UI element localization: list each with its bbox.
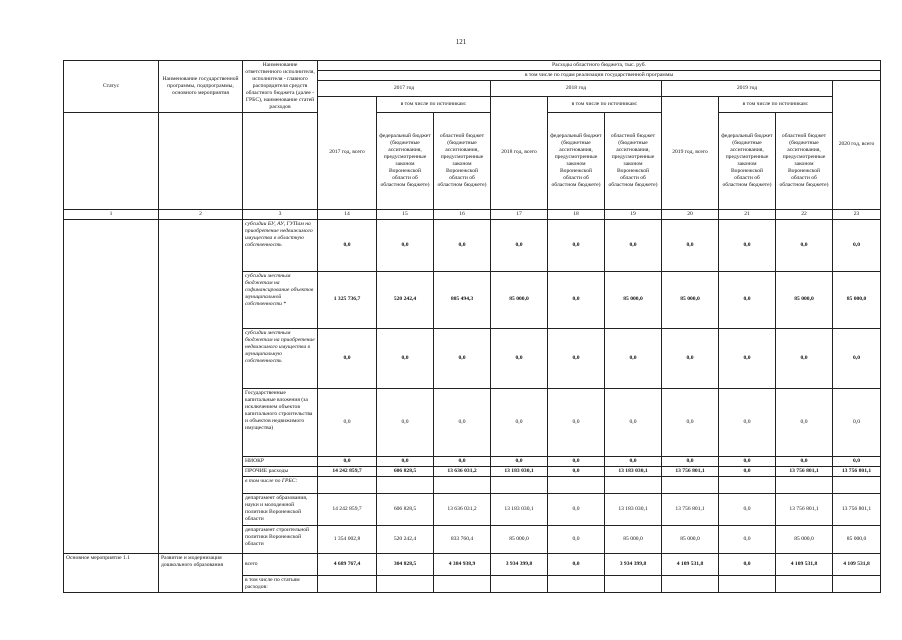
value-cell: 0,0 <box>776 388 833 456</box>
value-cell <box>318 575 377 592</box>
value-cell <box>719 476 776 493</box>
main-event-row <box>64 553 881 575</box>
value-cell: 0,0 <box>776 456 833 466</box>
value-cell: 13 756 801,1 <box>662 466 719 476</box>
header-by-years: в том числе по годам реализации государственной программы <box>318 70 881 80</box>
value-cell: 0,0 <box>719 456 776 466</box>
column-number: 16 <box>434 209 491 219</box>
column-number: 20 <box>662 209 719 219</box>
value-cell: 0,0 <box>833 219 881 271</box>
value-cell: 0,0 <box>719 271 776 328</box>
row-label: субсидии местным бюджетам на приобретение недвижимого имущества в муниципальную собственность <box>243 328 318 388</box>
column-number: 21 <box>719 209 776 219</box>
value-cell: 0,0 <box>491 328 548 388</box>
header-executor: Наименование ответственного исполнителя, исполнителя - главного распорядителя средств областного бюджета (далее - ГРБС), наименование статей расходов <box>243 61 318 113</box>
value-cell: 3 934 399,8 <box>491 553 548 575</box>
header-total-2018: 2018 год, всего <box>491 96 548 209</box>
value-cell: 0,0 <box>662 388 719 456</box>
value-cell: 0,0 <box>833 388 881 456</box>
value-cell: 13 756 801,1 <box>776 466 833 476</box>
value-cell: 0,0 <box>491 219 548 271</box>
value-cell <box>605 476 662 493</box>
value-cell: 0,0 <box>548 219 605 271</box>
value-cell <box>318 476 377 493</box>
value-cell: 520 242,4 <box>377 271 434 328</box>
value-cell: 13 636 031,2 <box>434 466 491 476</box>
value-cell: 0,0 <box>719 493 776 525</box>
column-number: 3 <box>243 209 318 219</box>
value-cell: 0,0 <box>318 219 377 271</box>
value-cell: 13 183 030,1 <box>605 493 662 525</box>
value-cell: 0,0 <box>833 456 881 466</box>
value-cell <box>662 476 719 493</box>
value-cell: 85 000,0 <box>491 525 548 553</box>
row-label: НИОКР <box>243 456 318 466</box>
value-cell: 85 000,0 <box>491 271 548 328</box>
value-cell: 0,0 <box>548 388 605 456</box>
row-label: Государственные капитальные вложения (за исключением объектов капитального строительства и объектов недвижимого имущества) <box>243 388 318 456</box>
value-cell: 0,0 <box>833 328 881 388</box>
header-program-name: Наименование государственной программы, подпрограммы, основного мероприятия <box>159 61 243 113</box>
value-cell: 0,0 <box>548 493 605 525</box>
main-event-name: Развитие и модернизация дошкольного образования <box>159 553 243 592</box>
value-cell: 0,0 <box>605 328 662 388</box>
header-regional-2017: областной бюджет (бюджетные ассигнования, предусмотренные законом Воронежской области об областном бюджете) <box>434 112 491 209</box>
value-cell: 0,0 <box>605 456 662 466</box>
value-cell <box>833 476 881 493</box>
table-row <box>64 219 881 271</box>
header-expenses: Расходы областного бюджета, тыс. руб. <box>318 61 881 71</box>
value-cell: 0,0 <box>719 388 776 456</box>
value-cell: 304 828,5 <box>377 553 434 575</box>
value-cell: 0,0 <box>548 456 605 466</box>
value-cell: 85 000,0 <box>605 525 662 553</box>
value-cell: 13 636 031,2 <box>434 493 491 525</box>
row-label: в том числе по статьям расходов: <box>243 575 318 592</box>
row-label: субсидии местным бюджетам на софинансирование объектов муниципальной собственности * <box>243 271 318 328</box>
value-cell: 3 934 399,8 <box>605 553 662 575</box>
page-number: 121 <box>455 38 467 46</box>
value-cell: 606 828,5 <box>377 466 434 476</box>
value-cell: 13 756 801,1 <box>662 493 719 525</box>
value-cell: 13 756 801,1 <box>833 493 881 525</box>
value-cell: 833 760,4 <box>434 525 491 553</box>
value-cell <box>719 575 776 592</box>
header-sources-2017: в том числе по источникам: <box>377 96 491 112</box>
value-cell <box>548 575 605 592</box>
value-cell: 805 494,3 <box>434 271 491 328</box>
column-number: 18 <box>548 209 605 219</box>
value-cell: 13 183 030,1 <box>605 466 662 476</box>
value-cell: 85 000,0 <box>833 271 881 328</box>
value-cell: 0,0 <box>719 466 776 476</box>
value-cell: 1 325 736,7 <box>318 271 377 328</box>
value-cell: 0,0 <box>719 525 776 553</box>
header-total-2017: 2017 год, всего <box>318 96 377 209</box>
row-label: в том числе по ГРБС: <box>243 476 318 493</box>
header-2018: 2018 год <box>491 80 662 96</box>
value-cell: 0,0 <box>548 553 605 575</box>
value-cell: 0,0 <box>548 328 605 388</box>
value-cell: 0,0 <box>434 219 491 271</box>
value-cell: 14 242 859,7 <box>318 466 377 476</box>
main-event-status: Основное мероприятие 1.1 <box>64 553 159 592</box>
value-cell: 0,0 <box>491 456 548 466</box>
value-cell <box>605 575 662 592</box>
value-cell: 4 109 531,8 <box>833 553 881 575</box>
value-cell: 0,0 <box>377 456 434 466</box>
header-total-2020: 2020 год, всего <box>833 80 881 209</box>
value-cell: 13 756 801,1 <box>776 493 833 525</box>
value-cell: 0,0 <box>662 456 719 466</box>
value-cell <box>491 476 548 493</box>
value-cell: 0,0 <box>548 466 605 476</box>
row-label: субсидии БУ, АУ, ГУПам на приобретение недвижимого имущества в областную собственность <box>243 219 318 271</box>
value-cell <box>377 476 434 493</box>
value-cell: 4 689 767,4 <box>318 553 377 575</box>
value-cell: 4 109 531,8 <box>662 553 719 575</box>
header-federal-2017: федеральный бюджет (бюджетные ассигнования, предусмотренные законом Воронежской области об областном бюджете) <box>377 112 434 209</box>
value-cell: 85 000,0 <box>776 525 833 553</box>
value-cell: 0,0 <box>491 388 548 456</box>
value-cell: 0,0 <box>605 219 662 271</box>
value-cell: 0,0 <box>662 219 719 271</box>
value-cell <box>548 476 605 493</box>
value-cell: 0,0 <box>776 328 833 388</box>
value-cell: 4 109 531,8 <box>776 553 833 575</box>
header-federal-2019: федеральный бюджет (бюджетные ассигнования, предусмотренные законом Воронежской области об областном бюджете) <box>719 112 776 209</box>
column-number: 17 <box>491 209 548 219</box>
value-cell: 14 242 859,7 <box>318 493 377 525</box>
header-total-2019: 2019 год, всего <box>662 96 719 209</box>
budget-table <box>63 60 881 593</box>
value-cell: 0,0 <box>377 388 434 456</box>
header-2017: 2017 год <box>318 80 491 96</box>
value-cell <box>662 575 719 592</box>
value-cell: 0,0 <box>776 219 833 271</box>
value-cell: 85 000,0 <box>605 271 662 328</box>
value-cell: 0,0 <box>662 328 719 388</box>
value-cell: 0,0 <box>719 328 776 388</box>
value-cell: 0,0 <box>548 525 605 553</box>
row-label: ПРОЧИЕ расходы <box>243 466 318 476</box>
column-number: 2 <box>159 209 243 219</box>
value-cell: 0,0 <box>719 219 776 271</box>
header-sources-2018: в том числе по источникам: <box>548 96 662 112</box>
value-cell: 0,0 <box>548 271 605 328</box>
value-cell: 0,0 <box>605 388 662 456</box>
value-cell: 606 828,5 <box>377 493 434 525</box>
program-cell-empty <box>159 219 243 553</box>
column-number: 1 <box>64 209 159 219</box>
value-cell <box>377 575 434 592</box>
value-cell: 4 384 938,9 <box>434 553 491 575</box>
column-number: 22 <box>776 209 833 219</box>
column-number: 14 <box>318 209 377 219</box>
header-regional-2019: областной бюджет (бюджетные ассигнования, предусмотренные законом Воронежской области об областном бюджете) <box>776 112 833 209</box>
column-number: 15 <box>377 209 434 219</box>
value-cell: 85 000,0 <box>662 271 719 328</box>
value-cell <box>776 575 833 592</box>
value-cell: 0,0 <box>434 456 491 466</box>
header-sources-2019: в том числе по источникам: <box>719 96 833 112</box>
value-cell: 85 000,0 <box>776 271 833 328</box>
column-number: 19 <box>605 209 662 219</box>
value-cell: 0,0 <box>719 553 776 575</box>
value-cell <box>833 575 881 592</box>
value-cell <box>491 575 548 592</box>
value-cell: 0,0 <box>434 328 491 388</box>
value-cell: 0,0 <box>318 328 377 388</box>
status-cell-empty <box>64 219 159 553</box>
value-cell: 13 756 801,1 <box>833 466 881 476</box>
value-cell: 520 242,4 <box>377 525 434 553</box>
value-cell: 0,0 <box>377 328 434 388</box>
header-2019: 2019 год <box>662 80 833 96</box>
main-event-label: всего <box>243 553 318 575</box>
value-cell <box>776 476 833 493</box>
value-cell: 1 354 002,8 <box>318 525 377 553</box>
value-cell <box>434 476 491 493</box>
value-cell: 85 000,0 <box>662 525 719 553</box>
value-cell: 0,0 <box>318 388 377 456</box>
value-cell <box>434 575 491 592</box>
header-status: Статус <box>64 61 159 113</box>
value-cell: 13 183 030,1 <box>491 466 548 476</box>
value-cell: 13 183 030,1 <box>491 493 548 525</box>
value-cell: 0,0 <box>318 456 377 466</box>
header-regional-2018: областной бюджет (бюджетные ассигнования, предусмотренные законом Воронежской области об областном бюджете) <box>605 112 662 209</box>
column-numbers-row <box>64 209 881 219</box>
header-federal-2018: федеральный бюджет (бюджетные ассигнования, предусмотренные законом Воронежской области об областном бюджете) <box>548 112 605 209</box>
row-label: департамент образования, науки и молодежной политики Воронежской области <box>243 493 318 525</box>
value-cell: 85 000,0 <box>833 525 881 553</box>
value-cell: 0,0 <box>434 388 491 456</box>
value-cell: 0,0 <box>377 219 434 271</box>
column-number: 23 <box>833 209 881 219</box>
row-label: департамент строительной политики Воронежской области <box>243 525 318 553</box>
